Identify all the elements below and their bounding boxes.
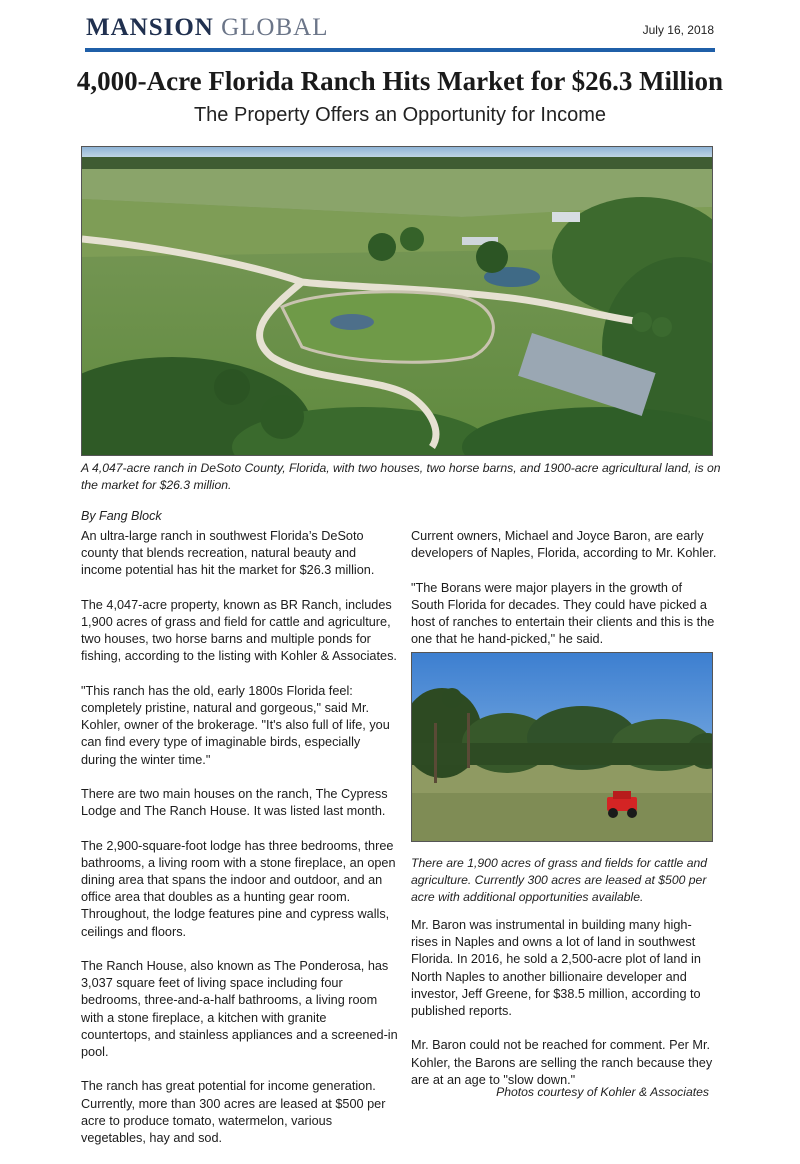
byline: By Fang Block <box>81 509 162 523</box>
paragraph: "This ranch has the old, early 1800s Florida feel: completely pristine, natural and gorgeous," said Mr. Kohler, owner of the brokerage. "It's also full of life, you can find every type of imaginable birds, especially during the winter time." <box>81 683 390 767</box>
left-column <box>81 528 399 1164</box>
header-rule <box>85 48 715 52</box>
paragraph: The 2,900-square-foot lodge has three bedrooms, three bathrooms, a living room with a stone fireplace, an open dining area that spans the indoor and outdoor, and an office area that doubles as a hunting gear room. Throughout, the lodge features pine and cypress walls, ceilings and floors. <box>81 838 396 939</box>
brand-light: GLOBAL <box>221 14 329 41</box>
article-subheadline: The Property Offers an Opportunity for Income <box>193 104 607 126</box>
paragraph: Current owners, Michael and Joyce Baron, are early developers of Naples, Florida, according to Mr. Kohler. <box>411 529 717 561</box>
article-headline: 4,000-Acre Florida Ranch Hits Market for $26.3 Million <box>76 66 724 96</box>
photo2-caption: There are 1,900 acres of grass and fields for cattle and agriculture. Currently 300 acres are leased at $500 per acre with additional opportunities available. <box>411 856 708 904</box>
paragraph: The 4,047-acre property, known as BR Ranch, includes 1,900 acres of grass and field for cattle and agriculture, two houses, two horse barns and multiple ponds for fishing, according to the listing with Kohler & Associates. <box>81 597 397 664</box>
paragraph: An ultra-large ranch in southwest Florida’s DeSoto county that blends recreation, natural beauty and income potential has hit the market for $26.3 million. <box>81 529 375 578</box>
field-photo <box>411 652 713 842</box>
photo1-caption: A 4,047-acre ranch in DeSoto County, Florida, with two houses, two horse barns, and 1900-acre agricultural land, is on the market for $26.3 million. <box>81 461 721 492</box>
publication-date: July 16, 2018 <box>642 23 714 37</box>
brand-bold: MANSION <box>86 14 214 41</box>
paragraph: There are two main houses on the ranch, The Cypress Lodge and The Ranch House. It was listed last month. <box>81 787 388 819</box>
paragraph: Mr. Baron could not be reached for comment. Per Mr. Kohler, the Barons are selling the ranch because they are at an age to "slow down." <box>411 1038 713 1087</box>
paragraph: The Ranch House, also known as The Ponderosa, has 3,037 square feet of living space including four bedrooms, three-and-a-half bathrooms, a living room with a stone fireplace, a kitchen with granite countertops, and stainless appliances and a screened-in pool. <box>81 959 398 1060</box>
paragraph: "The Borans were major players in the growth of South Florida for decades. They could have picked a host of ranches to entertain their clients and this is the one that he hand-picked," he said. <box>411 580 715 647</box>
ranch-aerial-photo <box>81 146 713 456</box>
paragraph: The ranch has great potential for income generation. Currently, more than 300 acres are leased at $500 per acre to produce tomato, watermelon, various vegetables, hay and sod. <box>81 1079 386 1146</box>
right-column-bottom <box>411 917 717 1106</box>
paragraph: Mr. Baron was instrumental in building many high-rises in Naples and owns a lot of land in southwest Florida. In 2016, he sold a 2,500-acre plot of land in North Naples to another billionaire developer and investor, Jeff Greene, for $38.5 million, according to published reports. <box>411 918 701 1019</box>
photo-credit: Photos courtesy of Kohler & Associates <box>496 1085 709 1099</box>
right-column-top <box>411 528 717 666</box>
masthead-logo <box>86 14 328 42</box>
